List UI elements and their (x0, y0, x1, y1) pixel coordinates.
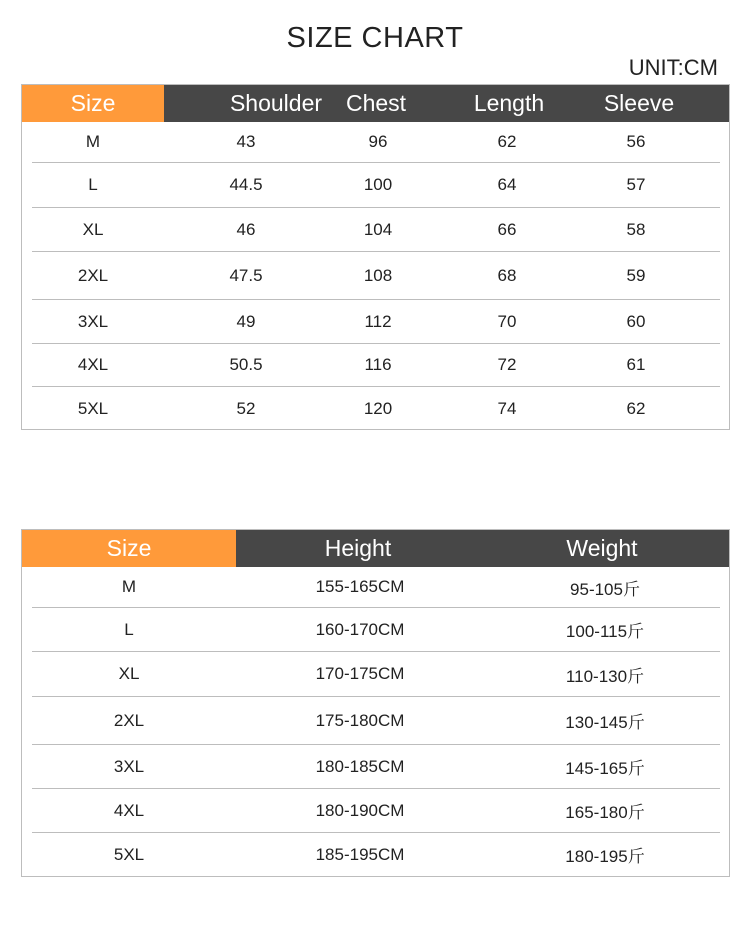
cell-length: 64 (497, 175, 517, 194)
header-shoulder: Shoulder (229, 90, 323, 116)
table-row (32, 745, 720, 789)
cell-weight: 165-180斤 (565, 803, 645, 822)
page-title: SIZE CHART (286, 22, 464, 54)
cell-height: 155-165CM (315, 577, 405, 596)
cell-height: 185-195CM (315, 844, 405, 864)
cell-length: 70 (497, 311, 517, 331)
cell-sleeve: 57 (626, 175, 646, 194)
cell-size: M (121, 577, 137, 596)
cell-length: 66 (497, 219, 517, 239)
fit-table (21, 529, 730, 877)
unit-label: UNIT:CM (628, 55, 718, 80)
cell-weight: 180-195斤 (565, 847, 645, 866)
table-row (32, 344, 720, 387)
table-row (32, 387, 720, 430)
cell-size: 5XL (77, 398, 109, 418)
cell-size: 3XL (77, 311, 109, 331)
cell-chest: 120 (363, 398, 393, 418)
cell-weight: 95-105斤 (570, 579, 640, 599)
cell-shoulder: 43 (236, 132, 256, 151)
cell-sleeve: 59 (626, 265, 646, 285)
cell-weight: 145-165斤 (565, 759, 645, 778)
cell-size: 3XL (113, 756, 145, 776)
cell-size: XL (82, 219, 104, 239)
cell-size: M (85, 132, 101, 151)
header-weight: Weight (566, 535, 638, 561)
cell-length: 68 (497, 265, 517, 285)
cell-height: 175-180CM (315, 710, 405, 730)
cell-shoulder: 49 (236, 311, 256, 331)
cell-shoulder: 50.5 (229, 355, 263, 374)
cell-size: 4XL (77, 355, 109, 374)
cell-length: 72 (497, 355, 517, 374)
cell-weight: 110-130斤 (565, 666, 645, 686)
cell-chest: 96 (368, 132, 388, 151)
cell-size: 5XL (113, 844, 145, 864)
cell-chest: 116 (364, 355, 392, 374)
table-row (32, 300, 720, 344)
cell-shoulder: 44.5 (229, 175, 263, 194)
measurement-table (21, 84, 730, 430)
table-row (32, 608, 720, 652)
header-size: Size (22, 530, 236, 567)
table-row (32, 567, 720, 608)
cell-sleeve: 58 (626, 219, 646, 239)
cell-weight: 100-115斤 (565, 622, 645, 641)
header-size: Size (22, 85, 164, 122)
table-row (32, 252, 720, 300)
cell-shoulder: 46 (236, 219, 256, 239)
header-sleeve: Sleeve (603, 90, 675, 116)
table-row (32, 122, 720, 163)
table-row (32, 697, 720, 745)
cell-sleeve: 60 (626, 311, 646, 331)
cell-weight: 130-145斤 (565, 713, 645, 732)
table-row (32, 208, 720, 252)
cell-sleeve: 62 (626, 398, 646, 418)
cell-chest: 112 (364, 311, 392, 331)
fit-table-header (22, 530, 729, 567)
header-height: Height (324, 535, 392, 561)
table-row (32, 833, 720, 876)
cell-height: 170-175CM (315, 664, 405, 683)
table-row (32, 163, 720, 208)
cell-size: L (124, 619, 134, 639)
cell-height: 180-190CM (315, 800, 405, 820)
cell-sleeve: 61 (626, 355, 646, 374)
cell-length: 74 (497, 398, 517, 418)
cell-shoulder: 52 (236, 398, 256, 418)
cell-size: XL (118, 664, 140, 683)
cell-chest: 100 (363, 175, 393, 194)
header-chest: Chest (345, 90, 407, 116)
cell-length: 62 (497, 132, 517, 151)
cell-height: 160-170CM (315, 619, 405, 639)
cell-size: 4XL (113, 800, 145, 820)
table-row (32, 652, 720, 697)
cell-sleeve: 56 (626, 132, 646, 151)
measurement-table-header (22, 85, 729, 122)
header-length: Length (473, 90, 545, 116)
cell-chest: 108 (363, 265, 393, 285)
cell-size: L (88, 175, 98, 194)
cell-height: 180-185CM (315, 756, 405, 776)
cell-chest: 104 (363, 219, 393, 239)
cell-shoulder: 47.5 (229, 265, 263, 285)
table-row (32, 789, 720, 833)
cell-size: 2XL (113, 710, 145, 730)
cell-size: 2XL (77, 265, 109, 285)
